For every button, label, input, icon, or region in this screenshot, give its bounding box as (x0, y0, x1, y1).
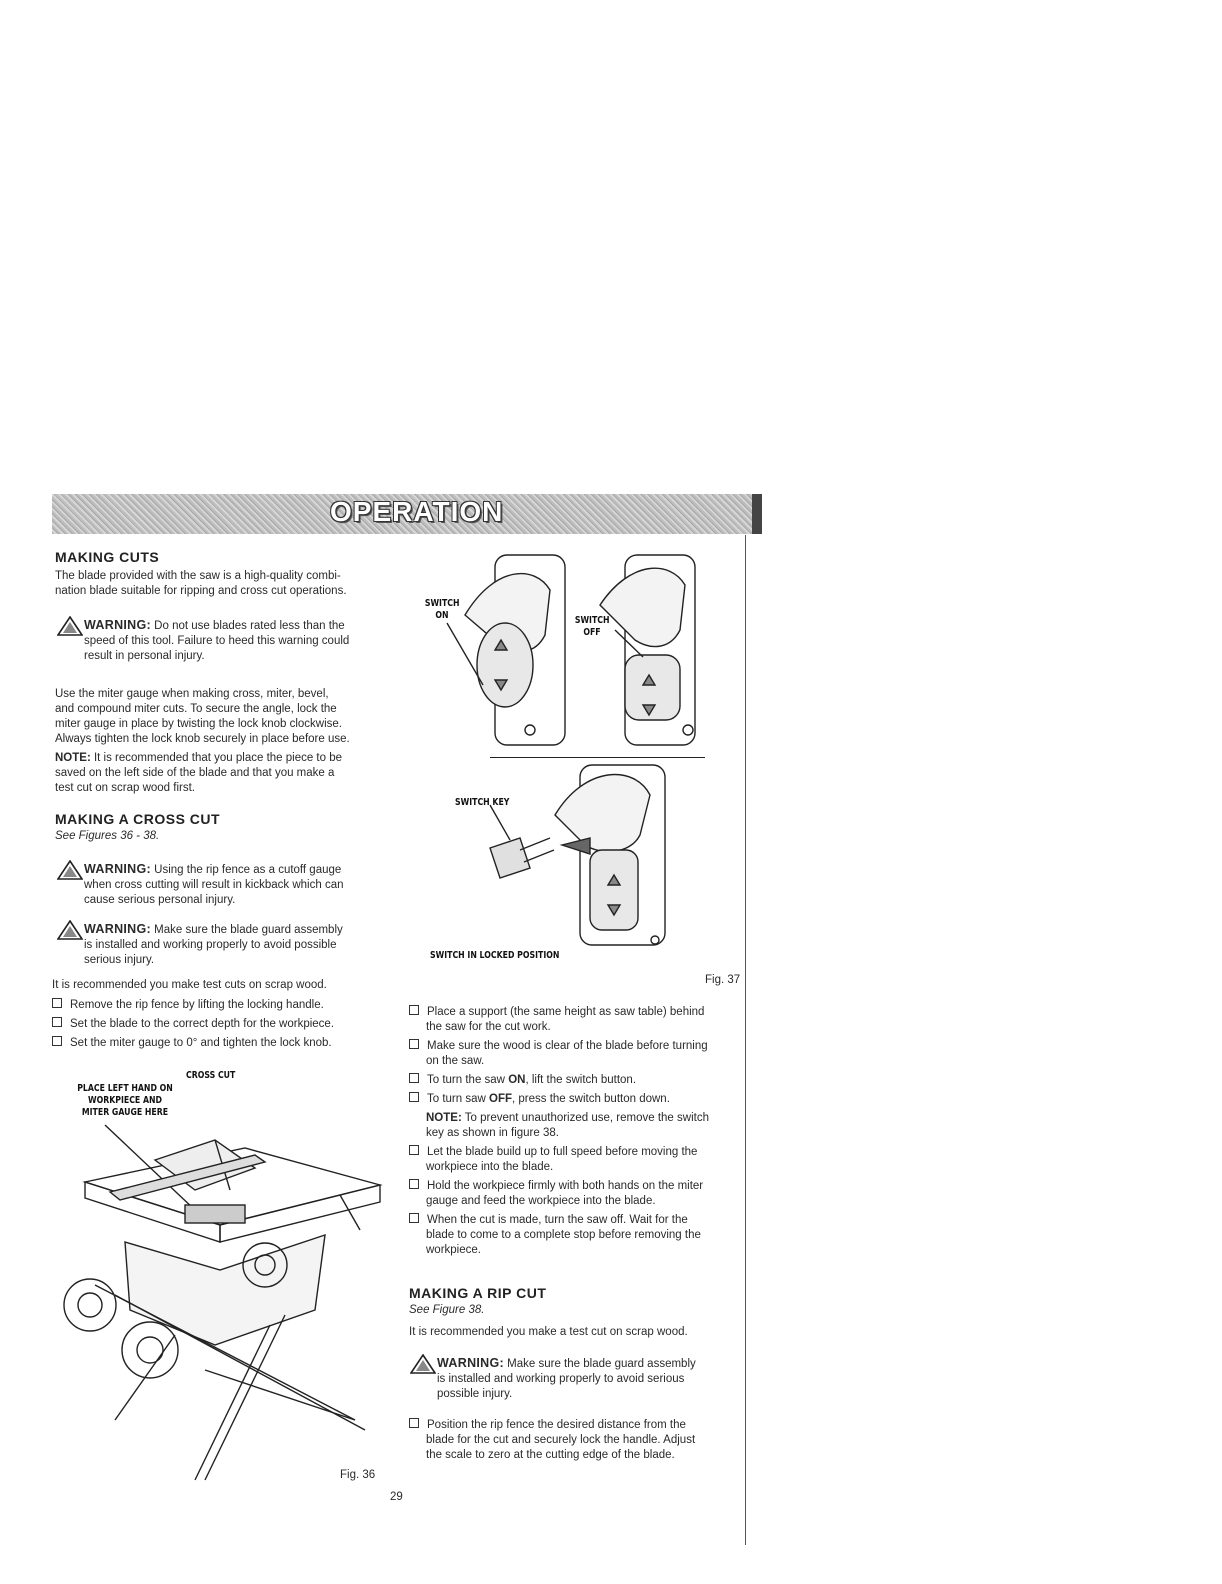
list-item-text: To turn the saw (427, 1074, 509, 1086)
see-figure: See Figure 38. (409, 1304, 485, 1316)
note-switch-key (409, 1111, 749, 1141)
list-item (409, 1039, 749, 1069)
note-label: NOTE: (426, 1112, 462, 1124)
label-line: ON (435, 610, 449, 621)
bullet-icon (409, 1073, 419, 1083)
bullet-icon (409, 1092, 419, 1102)
list-item (409, 1145, 749, 1175)
list-item-text: blade to come to a complete stop before removing the (426, 1229, 701, 1241)
fig36-label: Fig. 36 (340, 1469, 376, 1481)
label-switch-key: SWITCH KEY (455, 797, 510, 808)
list-item-emphasis: ON (508, 1074, 526, 1086)
text-line: and compound miter cuts. To secure the angle, lock the (55, 703, 337, 715)
rip-cut-step (409, 1418, 749, 1463)
list-item-text: , lift the switch button. (525, 1074, 637, 1086)
warning-text: speed of this tool. Failure to heed this warning could (84, 635, 350, 647)
bullet-icon (409, 1179, 419, 1189)
callout-line: WORKPIECE AND (87, 1095, 163, 1106)
making-cuts-text (55, 569, 347, 599)
bullet-icon (409, 1213, 419, 1223)
list-item-text: Place a support (the same height as saw table) behind (427, 1006, 705, 1018)
warning-triangle-icon (57, 860, 83, 880)
see-figures: See Figures 36 - 38. (55, 830, 160, 842)
fig36-title: CROSS CUT (186, 1070, 236, 1081)
note-text: test cut on scrap wood first. (55, 782, 195, 794)
list-item (409, 1213, 749, 1258)
note-text: key as shown in figure 38. (426, 1127, 559, 1139)
bullet-icon (52, 1017, 62, 1027)
list-item-text: Set the miter gauge to 0° and tighten the lock knob. (70, 1037, 332, 1049)
note-label: NOTE: (55, 752, 91, 764)
bullet-icon (409, 1005, 419, 1015)
list-item-text: Remove the rip fence by lifting the locking handle. (70, 999, 324, 1011)
list-item (409, 1005, 749, 1035)
list-item-text: Hold the workpiece firmly with both hands on the miter (427, 1180, 704, 1192)
page-number: 29 (390, 1491, 403, 1503)
heading-cross-cut: MAKING A CROSS CUT (55, 811, 221, 827)
list-item-text: Let the blade build up to full speed before moving the (427, 1146, 698, 1158)
text-line: Use the miter gauge when making cross, miter, bevel, (55, 688, 329, 700)
fig36-callout (70, 1083, 179, 1119)
list-item-text: Set the blade to the correct depth for the workpiece. (70, 1018, 335, 1030)
list-item (52, 998, 334, 1013)
warning-text: serious injury. (84, 954, 155, 966)
bullet-icon (52, 998, 62, 1008)
warning-text: Using the rip fence as a cutoff gauge (150, 864, 342, 876)
note-text: saved on the left side of the blade and that you make a (55, 767, 335, 779)
table-saw-illustration (55, 1120, 390, 1485)
warning-text: Make sure the blade guard assembly (150, 924, 343, 936)
switch-key-illustration (480, 760, 675, 950)
list-item-text: To turn saw (427, 1093, 489, 1105)
list-item-text: gauge and feed the workpiece into the blade. (426, 1195, 656, 1207)
label-line: SWITCH (424, 598, 460, 609)
warning-triangle-icon (57, 920, 83, 940)
warning-text: result in personal injury. (84, 650, 205, 662)
cross-cut-steps (52, 998, 334, 1051)
label-line: SWITCH (574, 615, 610, 626)
text-line: miter gauge in place by twisting the lock knob clockwise. (55, 718, 343, 730)
label-line: OFF (583, 627, 601, 638)
warning-triangle-icon (57, 616, 83, 636)
note-text: To prevent unauthorized use, remove the switch (461, 1112, 709, 1124)
warning-text: is installed and working properly to avoid possible (84, 939, 337, 951)
warning-text: is installed and working properly to avoid serious (437, 1373, 685, 1385)
list-item (409, 1092, 749, 1107)
text-line: The blade provided with the saw is a high-quality combi- (55, 570, 341, 582)
section-banner (52, 494, 762, 534)
section-title: OPERATION (330, 496, 504, 527)
list-item-text: , press the switch button down. (512, 1093, 670, 1105)
bullet-icon (409, 1418, 419, 1428)
text-line: Always tighten the lock knob securely in place before use. (55, 733, 350, 745)
warning-triangle-icon (410, 1354, 436, 1374)
warning-label: WARNING: (84, 862, 151, 876)
list-item-text: Make sure the wood is clear of the blade before turning (427, 1040, 708, 1052)
warning-rip-fence (57, 862, 387, 908)
list-item (52, 1036, 334, 1051)
callout-line: MITER GAUGE HERE (81, 1107, 169, 1118)
warning-text: Do not use blades rated less than the (150, 620, 345, 632)
list-item (409, 1073, 749, 1088)
warning-label: WARNING: (84, 618, 151, 632)
list-item-text: blade for the cut and securely lock the handle. Adjust (426, 1434, 696, 1446)
list-item (409, 1179, 749, 1209)
fig37-label: Fig. 37 (705, 974, 741, 986)
recommend-test-cuts: It is recommended you make test cuts on scrap wood. (52, 979, 327, 991)
figure-divider (490, 757, 705, 758)
list-item-text: workpiece into the blade. (426, 1161, 554, 1173)
bullet-icon (409, 1145, 419, 1155)
warning-text: Make sure the blade guard assembly (503, 1358, 696, 1370)
list-item-text: on the saw. (426, 1055, 485, 1067)
warning-blade-guard (57, 922, 387, 968)
heading-making-cuts: MAKING CUTS (55, 549, 160, 565)
warning-text: possible injury. (437, 1388, 513, 1400)
note-text: It is recommended that you place the piece to be (90, 752, 343, 764)
list-item-text: the scale to zero at the cutting edge of the blade. (426, 1449, 675, 1461)
warning-text: when cross cutting will result in kickback which can (84, 879, 344, 891)
warning-label: WARNING: (84, 922, 151, 936)
list-item-text: the saw for the cut work. (426, 1021, 551, 1033)
list-item-text: workpiece. (426, 1244, 481, 1256)
warning-text: cause serious personal injury. (84, 894, 236, 906)
list-item-emphasis: OFF (489, 1093, 512, 1105)
label-switch-locked: SWITCH IN LOCKED POSITION (430, 950, 560, 961)
warning-blade-speed (57, 618, 387, 664)
warning-label: WARNING: (437, 1356, 504, 1370)
text-line: nation blade suitable for ripping and cross cut operations. (55, 585, 347, 597)
bullet-icon (52, 1036, 62, 1046)
list-item-text: When the cut is made, turn the saw off. Wait for the (427, 1214, 688, 1226)
note-left-side (55, 751, 342, 796)
heading-rip-cut: MAKING A RIP CUT (409, 1285, 547, 1301)
list-item-text: Position the rip fence the desired distance from the (427, 1419, 686, 1431)
bullet-icon (409, 1039, 419, 1049)
recommend-test-cut: It is recommended you make a test cut on scrap wood. (409, 1326, 688, 1338)
switch-on-off-illustration (425, 545, 720, 750)
list-item (52, 1017, 334, 1032)
operation-steps (409, 1005, 749, 1258)
miter-gauge-paragraph (55, 687, 350, 747)
callout-line: PLACE LEFT HAND ON (77, 1083, 173, 1094)
warning-blade-guard-rip (410, 1356, 745, 1402)
